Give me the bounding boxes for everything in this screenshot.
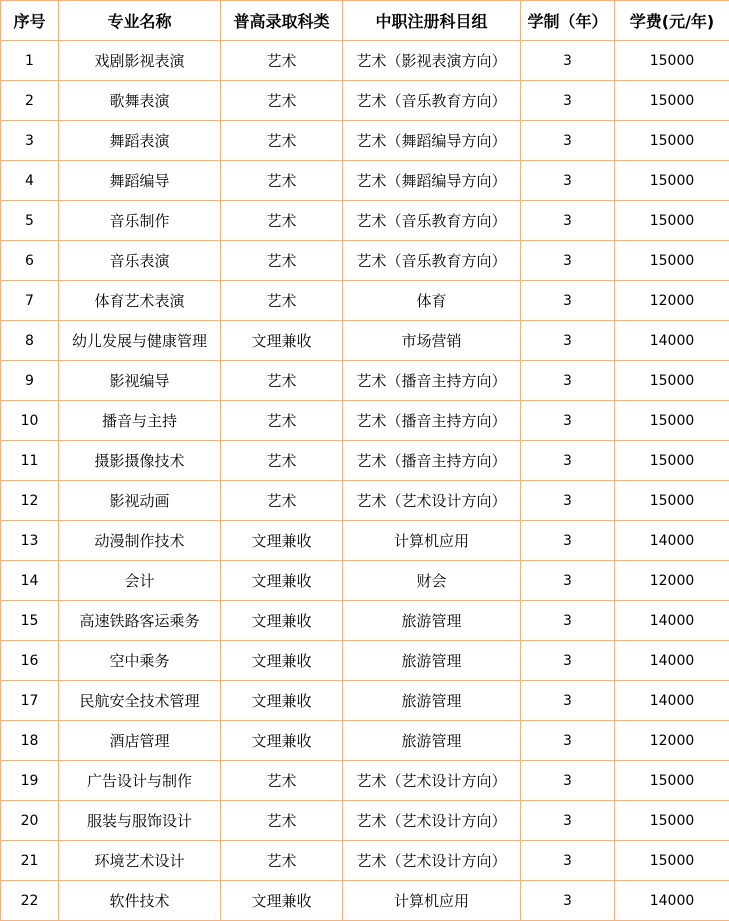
cell-admission-category: 文理兼收	[221, 881, 343, 921]
cell-subject-group: 艺术（艺术设计方向）	[343, 841, 521, 881]
cell-tuition: 14000	[615, 521, 729, 561]
table-row	[1, 721, 729, 761]
cell-major: 音乐制作	[59, 201, 221, 241]
col-header-tuition: 学费(元/年)	[615, 1, 729, 41]
cell-duration: 3	[521, 721, 615, 761]
cell-subject-group: 旅游管理	[343, 601, 521, 641]
cell-subject-group: 体育	[343, 281, 521, 321]
cell-major: 舞蹈编导	[59, 161, 221, 201]
cell-subject-group: 艺术（播音主持方向）	[343, 441, 521, 481]
cell-index: 22	[1, 881, 59, 921]
cell-duration: 3	[521, 361, 615, 401]
cell-tuition: 14000	[615, 641, 729, 681]
cell-subject-group: 艺术（音乐教育方向）	[343, 201, 521, 241]
cell-admission-category: 艺术	[221, 441, 343, 481]
cell-duration: 3	[521, 441, 615, 481]
cell-major: 服装与服饰设计	[59, 801, 221, 841]
cell-tuition: 15000	[615, 841, 729, 881]
cell-duration: 3	[521, 401, 615, 441]
cell-index: 5	[1, 201, 59, 241]
table-row	[1, 121, 729, 161]
cell-index: 21	[1, 841, 59, 881]
table-row	[1, 81, 729, 121]
cell-index: 9	[1, 361, 59, 401]
cell-tuition: 15000	[615, 761, 729, 801]
cell-admission-category: 文理兼收	[221, 721, 343, 761]
cell-admission-category: 艺术	[221, 841, 343, 881]
cell-duration: 3	[521, 601, 615, 641]
cell-major: 体育艺术表演	[59, 281, 221, 321]
table-row	[1, 321, 729, 361]
cell-duration: 3	[521, 681, 615, 721]
col-header-duration: 学制（年）	[521, 1, 615, 41]
cell-subject-group: 旅游管理	[343, 681, 521, 721]
cell-tuition: 15000	[615, 441, 729, 481]
cell-duration: 3	[521, 521, 615, 561]
col-header-major: 专业名称	[59, 1, 221, 41]
col-header-index: 序号	[1, 1, 59, 41]
cell-admission-category: 艺术	[221, 481, 343, 521]
cell-major: 幼儿发展与健康管理	[59, 321, 221, 361]
cell-subject-group: 艺术（艺术设计方向）	[343, 481, 521, 521]
cell-index: 6	[1, 241, 59, 281]
cell-index: 11	[1, 441, 59, 481]
cell-subject-group: 艺术（舞蹈编导方向）	[343, 161, 521, 201]
cell-tuition: 14000	[615, 881, 729, 921]
cell-admission-category: 艺术	[221, 81, 343, 121]
cell-subject-group: 艺术（影视表演方向）	[343, 41, 521, 81]
cell-tuition: 15000	[615, 121, 729, 161]
cell-major: 环境艺术设计	[59, 841, 221, 881]
cell-major: 软件技术	[59, 881, 221, 921]
table-row	[1, 761, 729, 801]
cell-index: 14	[1, 561, 59, 601]
cell-admission-category: 艺术	[221, 241, 343, 281]
cell-index: 15	[1, 601, 59, 641]
cell-subject-group: 艺术（舞蹈编导方向）	[343, 121, 521, 161]
cell-tuition: 15000	[615, 241, 729, 281]
cell-index: 17	[1, 681, 59, 721]
cell-subject-group: 计算机应用	[343, 521, 521, 561]
cell-subject-group: 旅游管理	[343, 721, 521, 761]
cell-index: 4	[1, 161, 59, 201]
table-row	[1, 41, 729, 81]
header-row	[1, 1, 729, 41]
cell-duration: 3	[521, 81, 615, 121]
table-row	[1, 241, 729, 281]
table-row	[1, 441, 729, 481]
cell-duration: 3	[521, 481, 615, 521]
cell-duration: 3	[521, 641, 615, 681]
table-row	[1, 601, 729, 641]
table-row	[1, 521, 729, 561]
cell-subject-group: 艺术（播音主持方向）	[343, 401, 521, 441]
cell-admission-category: 文理兼收	[221, 521, 343, 561]
cell-major: 影视编导	[59, 361, 221, 401]
cell-admission-category: 艺术	[221, 161, 343, 201]
cell-admission-category: 艺术	[221, 401, 343, 441]
cell-tuition: 15000	[615, 161, 729, 201]
cell-major: 音乐表演	[59, 241, 221, 281]
cell-duration: 3	[521, 281, 615, 321]
table-row	[1, 681, 729, 721]
cell-duration: 3	[521, 321, 615, 361]
cell-duration: 3	[521, 881, 615, 921]
table-row	[1, 161, 729, 201]
cell-tuition: 12000	[615, 561, 729, 601]
cell-admission-category: 艺术	[221, 801, 343, 841]
cell-duration: 3	[521, 761, 615, 801]
cell-subject-group: 艺术（艺术设计方向）	[343, 761, 521, 801]
cell-duration: 3	[521, 841, 615, 881]
cell-subject-group: 计算机应用	[343, 881, 521, 921]
cell-major: 空中乘务	[59, 641, 221, 681]
cell-tuition: 15000	[615, 41, 729, 81]
cell-duration: 3	[521, 241, 615, 281]
cell-duration: 3	[521, 121, 615, 161]
cell-subject-group: 艺术（音乐教育方向）	[343, 241, 521, 281]
cell-tuition: 14000	[615, 681, 729, 721]
cell-major: 播音与主持	[59, 401, 221, 441]
cell-admission-category: 文理兼收	[221, 681, 343, 721]
cell-admission-category: 艺术	[221, 281, 343, 321]
cell-index: 8	[1, 321, 59, 361]
cell-subject-group: 财会	[343, 561, 521, 601]
cell-major: 舞蹈表演	[59, 121, 221, 161]
cell-duration: 3	[521, 41, 615, 81]
table-body	[1, 41, 729, 921]
table-row	[1, 641, 729, 681]
cell-admission-category: 艺术	[221, 121, 343, 161]
cell-tuition: 15000	[615, 801, 729, 841]
cell-tuition: 12000	[615, 281, 729, 321]
col-header-admission-category: 普高录取科类	[221, 1, 343, 41]
cell-tuition: 14000	[615, 321, 729, 361]
cell-index: 1	[1, 41, 59, 81]
cell-duration: 3	[521, 561, 615, 601]
cell-tuition: 15000	[615, 81, 729, 121]
cell-admission-category: 艺术	[221, 41, 343, 81]
cell-duration: 3	[521, 801, 615, 841]
table-row	[1, 801, 729, 841]
cell-subject-group: 艺术（艺术设计方向）	[343, 801, 521, 841]
cell-admission-category: 文理兼收	[221, 561, 343, 601]
table-row	[1, 841, 729, 881]
cell-admission-category: 艺术	[221, 361, 343, 401]
cell-index: 16	[1, 641, 59, 681]
table-row	[1, 201, 729, 241]
cell-tuition: 14000	[615, 601, 729, 641]
cell-major: 动漫制作技术	[59, 521, 221, 561]
cell-major: 高速铁路客运乘务	[59, 601, 221, 641]
table-header	[1, 1, 729, 41]
cell-index: 18	[1, 721, 59, 761]
cell-major: 歌舞表演	[59, 81, 221, 121]
cell-tuition: 12000	[615, 721, 729, 761]
cell-major: 会计	[59, 561, 221, 601]
cell-tuition: 15000	[615, 201, 729, 241]
cell-duration: 3	[521, 201, 615, 241]
cell-index: 19	[1, 761, 59, 801]
cell-subject-group: 市场营销	[343, 321, 521, 361]
table-row	[1, 361, 729, 401]
cell-subject-group: 艺术（音乐教育方向）	[343, 81, 521, 121]
cell-admission-category: 艺术	[221, 761, 343, 801]
cell-duration: 3	[521, 161, 615, 201]
cell-index: 12	[1, 481, 59, 521]
cell-index: 10	[1, 401, 59, 441]
col-header-subject-group: 中职注册科目组	[343, 1, 521, 41]
cell-major: 酒店管理	[59, 721, 221, 761]
cell-index: 13	[1, 521, 59, 561]
table-row	[1, 481, 729, 521]
cell-admission-category: 文理兼收	[221, 601, 343, 641]
cell-admission-category: 文理兼收	[221, 641, 343, 681]
cell-major: 摄影摄像技术	[59, 441, 221, 481]
cell-tuition: 15000	[615, 361, 729, 401]
cell-admission-category: 艺术	[221, 201, 343, 241]
cell-major: 民航安全技术管理	[59, 681, 221, 721]
cell-index: 3	[1, 121, 59, 161]
cell-major: 戏剧影视表演	[59, 41, 221, 81]
cell-major: 影视动画	[59, 481, 221, 521]
cell-index: 2	[1, 81, 59, 121]
table-row	[1, 561, 729, 601]
table-row	[1, 881, 729, 921]
cell-tuition: 15000	[615, 401, 729, 441]
cell-subject-group: 旅游管理	[343, 641, 521, 681]
cell-index: 20	[1, 801, 59, 841]
cell-major: 广告设计与制作	[59, 761, 221, 801]
table-row	[1, 281, 729, 321]
cell-admission-category: 文理兼收	[221, 321, 343, 361]
cell-index: 7	[1, 281, 59, 321]
cell-tuition: 15000	[615, 481, 729, 521]
cell-subject-group: 艺术（播音主持方向）	[343, 361, 521, 401]
table-row	[1, 401, 729, 441]
